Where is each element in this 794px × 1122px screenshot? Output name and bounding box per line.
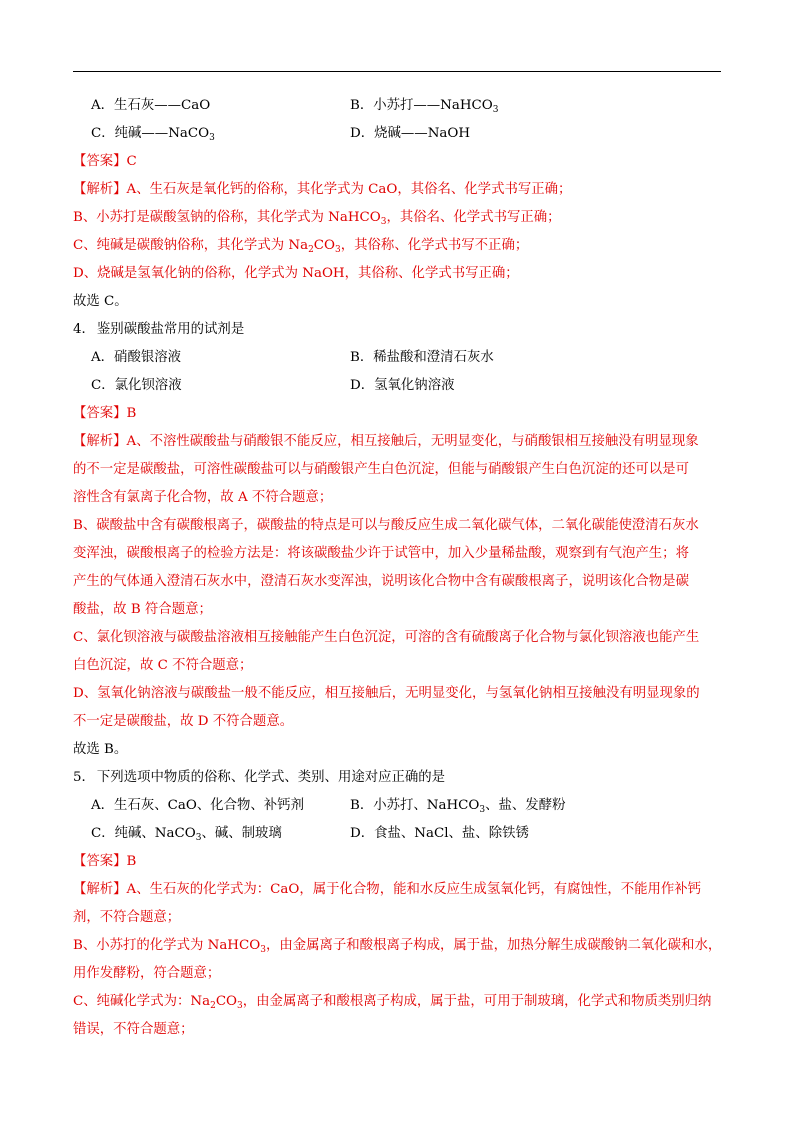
q4-stem-text: 鉴别碳酸盐常用的试剂是 — [96, 322, 245, 337]
q4-explanation-line: D、氢氧化钠溶液与碳酸盐一般不能反应，相互接触后，无明显变化，与氢氧化钠相互接触没有明显现象的 — [73, 686, 700, 701]
q3-option-c: C．纯碱——NaCO$_3$ — [91, 126, 215, 143]
q4-explanation-line: 的不一定是碳酸盐，可溶性碳酸盐可以与硝酸银产生白色沉淀，但能与硝酸银产生白色沉淀的还可以是可 — [73, 462, 689, 477]
q5-options-row-1 — [73, 792, 721, 820]
q3-explanation-line: B、小苏打是碳酸氢钠的俗称，其化学式为 NaHCO$_3$，其俗名、化学式书写正确； — [73, 210, 561, 227]
q5-option-c: C．纯碱、NaCO$_3$、碱、制玻璃 — [91, 826, 282, 843]
q5-explanation-line: 剂，不符合题意； — [73, 910, 181, 925]
q3-option-d: D．烧碱——NaOH — [350, 126, 471, 141]
q4-number: 4． — [73, 322, 95, 337]
q5-number: 5． — [73, 770, 95, 785]
q3-explanation-line: D、烧碱是氢氧化钠的俗称，化学式为 NaOH，其俗称、化学式书写正确； — [73, 266, 519, 281]
q4-explanation-line: 产生的气体通入澄清石灰水中，澄清石灰水变浑浊，说明该化合物中含有碳酸根离子，说明该化合物是碳 — [73, 574, 689, 589]
q5-explanation-line: 错误，不符合题意； — [73, 1022, 194, 1037]
q4-option-d: D．氢氧化钠溶液 — [350, 378, 455, 393]
q3-option-b: B．小苏打——NaHCO$_3$ — [350, 98, 499, 115]
q4-option-c: C．氯化钡溶液 — [91, 378, 182, 393]
q5-explanation — [73, 876, 721, 1044]
q5-options-row-2 — [73, 820, 721, 848]
q4-explanation-line: C、氯化钡溶液与碳酸盐溶液相互接触能产生白色沉淀，可溶的含有硫酸离子化合物与氯化钡溶液也能产生 — [73, 630, 700, 645]
q4-explanation-line: B、碳酸盐中含有碳酸根离子，碳酸盐的特点是可以与酸反应生成二氧化碳气体，二氧化碳能使澄清石灰水 — [73, 518, 699, 533]
q5-option-d: D．食盐、NaCl、盐、除铁锈 — [350, 826, 529, 841]
q4-option-a: A．硝酸银溶液 — [91, 350, 182, 365]
q5-stem — [73, 764, 721, 792]
q4-explanation — [73, 428, 721, 764]
q4-explanation-line: 酸盐，故 B 符合题意； — [73, 602, 212, 617]
q5-explanation-line: C、纯碱化学式为：$Na_2CO_3$，由金属离子和酸根离子构成，属于盐，可用于制玻璃，化学式和物质类别归纳 — [73, 994, 712, 1011]
q3-option-a: A．生石灰——CaO — [91, 98, 211, 113]
q5-answer: 【答案】B — [73, 854, 137, 869]
q4-explanation-line: 变浑浊，碳酸根离子的检验方法是：将该碳酸盐少许于试管中，加入少量稀盐酸，观察到有气泡产生；将 — [73, 546, 689, 561]
q3-explanation-line: 【解析】A、生石灰是氧化钙的俗称，其化学式为 CaO，其俗名、化学式书写正确； — [73, 182, 572, 197]
q3-explanation-line: C、纯碱是碳酸钠俗称，其化学式为 $Na_2CO_3$，其俗称、化学式书写不正确； — [73, 238, 529, 255]
q4-options-row-1 — [73, 344, 721, 372]
q4-option-b: B．稀盐酸和澄清石灰水 — [350, 350, 494, 365]
q5-explanation-line: 用作发酵粉，符合题意； — [73, 966, 221, 981]
q3-options-row-2 — [73, 120, 721, 148]
q3-answer: 【答案】C — [73, 154, 137, 169]
q4-explanation-line: 【解析】A、不溶性碳酸盐与硝酸银不能反应，相互接触后，无明显变化，与硝酸银相互接触没有明显现象 — [73, 434, 699, 449]
q4-explanation-line: 不一定是碳酸盐，故 D 不符合题意。 — [73, 714, 294, 729]
q3-conclusion: 故选 C。 — [73, 294, 128, 309]
header-rule — [73, 71, 721, 72]
q5-explanation-line: 【解析】A、生石灰的化学式为：CaO，属于化合物，能和水反应生成氢氧化钙，有腐蚀性，不能用作补钙 — [73, 882, 702, 897]
q5-option-a: A．生石灰、CaO、化合物、补钙剂 — [91, 798, 304, 813]
q5-stem-text: 下列选项中物质的俗称、化学式、类别、用途对应正确的是 — [96, 770, 446, 785]
q4-conclusion: 故选 B。 — [73, 742, 128, 757]
q4-explanation-line: 溶性含有氯离子化合物，故 A 不符合题意； — [73, 490, 333, 505]
q5-option-b: B．小苏打、NaHCO$_3$、盐、发酵粉 — [350, 798, 566, 815]
document-body — [73, 92, 721, 1044]
q4-explanation-line: 白色沉淀，故 C 不符合题意； — [73, 658, 253, 673]
q5-explanation-line: B、小苏打的化学式为 NaHCO$_3$，由金属离子和酸根离子构成，属于盐，加热分解生成碳酸钠二氧化碳和水， — [73, 938, 722, 955]
q4-answer: 【答案】B — [73, 406, 137, 421]
q3-options-row-1 — [73, 92, 721, 120]
q3-explanation — [73, 176, 721, 316]
q4-options-row-2 — [73, 372, 721, 400]
q4-stem — [73, 316, 721, 344]
